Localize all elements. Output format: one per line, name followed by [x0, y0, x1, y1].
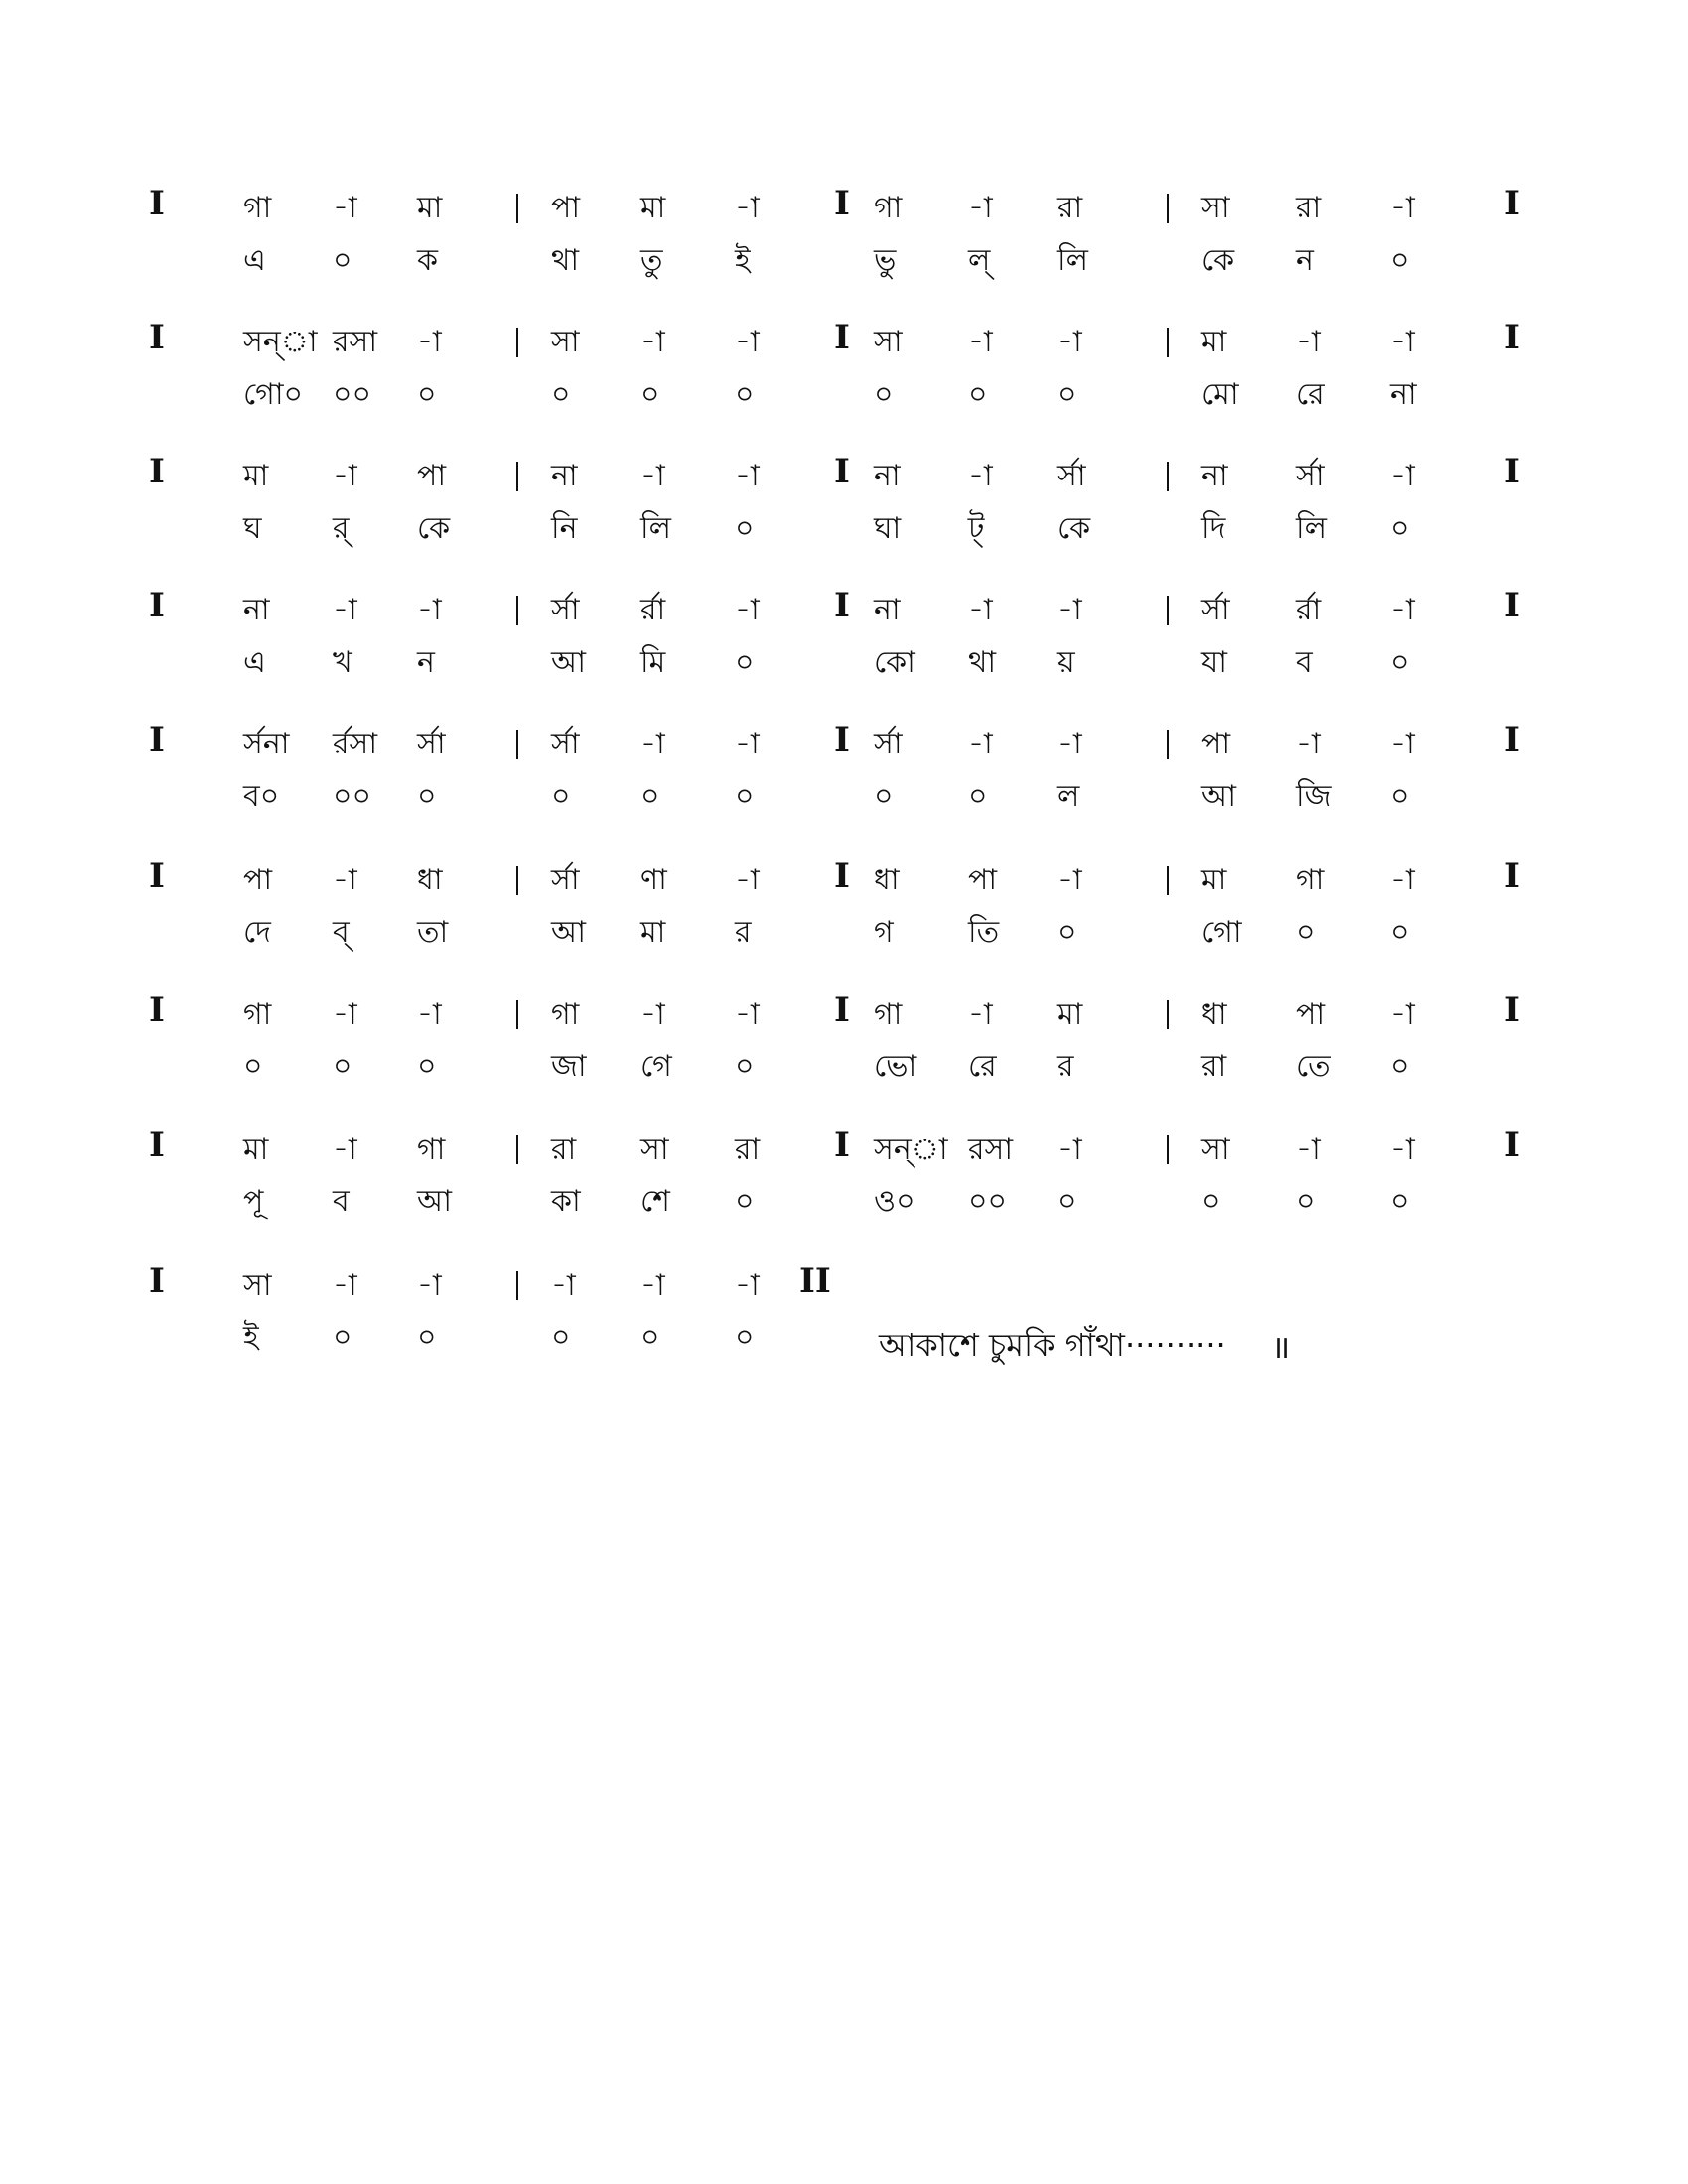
lyric-cell: ০	[1390, 1184, 1410, 1219]
note-cell: -া	[1390, 863, 1415, 897]
note-cell: রা	[735, 1132, 761, 1166]
lyric-cell: ল	[1057, 779, 1080, 814]
note-cell: -া	[735, 325, 760, 359]
footer-end-mark: ॥	[1271, 1328, 1291, 1366]
lyric-cell: ০	[1201, 1184, 1221, 1219]
note-cell: পা	[1201, 727, 1231, 761]
lyric-cell: কো	[874, 645, 915, 680]
note-cell: র্রসা	[333, 727, 378, 761]
note-cell: -া	[417, 1268, 442, 1302]
note-cell: রসা	[968, 1132, 1014, 1166]
lyric-cell: ঘ	[243, 511, 262, 546]
note-cell: সা	[1201, 191, 1230, 225]
note-cell: -া	[968, 997, 993, 1031]
lyric-cell: ০	[874, 377, 894, 412]
notation-row	[149, 1261, 1539, 1390]
note-cell: গা	[243, 997, 272, 1031]
footer-text: আকাশে চুমকি গাঁথা··········	[879, 1326, 1226, 1364]
note-cell: -া	[640, 1268, 665, 1302]
note-cell: সা	[243, 1268, 272, 1302]
beat-separator	[516, 866, 518, 895]
note-cell: সা	[640, 1132, 669, 1166]
note-cell: -া	[551, 1268, 576, 1302]
lyric-cell: ন	[417, 645, 435, 680]
note-cell: -া	[1390, 997, 1415, 1031]
bar-line-mid: I	[834, 452, 850, 491]
lyric-cell: ০	[1390, 511, 1410, 546]
lyric-cell: ভো	[874, 1049, 917, 1084]
note-cell: গা	[551, 997, 580, 1031]
beat-separator	[1167, 596, 1169, 625]
note-cell: -া	[1390, 727, 1415, 761]
note-cell: -া	[333, 997, 357, 1031]
lyric-cell: র্	[333, 511, 350, 546]
note-cell: র্সা	[417, 727, 446, 761]
note-cell: -া	[333, 1268, 357, 1302]
note-cell: ধা	[417, 863, 443, 897]
note-cell: -া	[1390, 1132, 1415, 1166]
lyric-cell: ০	[640, 377, 660, 412]
lyric-cell: ০	[1390, 1049, 1410, 1084]
note-cell: মা	[243, 1132, 269, 1166]
beat-separator	[1167, 1135, 1169, 1164]
note-cell: -া	[735, 997, 760, 1031]
note-cell: -া	[735, 459, 760, 493]
lyric-cell: ভু	[874, 243, 897, 278]
bar-line-start: I	[149, 856, 165, 895]
note-cell: র্রা	[640, 593, 666, 627]
note-cell: -া	[1296, 727, 1321, 761]
lyric-cell: ০	[1390, 645, 1410, 680]
lyric-cell: ০	[417, 1049, 437, 1084]
lyric-cell: গে	[640, 1049, 672, 1084]
note-cell: -া	[417, 593, 442, 627]
note-cell: মা	[640, 191, 666, 225]
note-cell: -া	[417, 997, 442, 1031]
lyric-cell: ০	[640, 1320, 660, 1355]
note-cell: -া	[333, 863, 357, 897]
lyric-cell: লি	[1057, 243, 1088, 278]
lyric-cell: দে	[243, 915, 271, 950]
note-cell: না	[243, 593, 270, 627]
lyric-cell: রে	[1296, 377, 1325, 412]
bar-line-end: I	[1504, 720, 1520, 759]
note-cell: -া	[1057, 863, 1082, 897]
note-cell: -া	[333, 191, 357, 225]
lyric-cell: ব	[1296, 645, 1313, 680]
note-cell: মা	[1201, 325, 1227, 359]
bar-line-mid: I	[834, 856, 850, 895]
beat-separator	[1167, 462, 1169, 491]
lyric-cell: থা	[551, 243, 580, 278]
note-cell: পা	[1296, 997, 1326, 1031]
bar-line-mid: I	[834, 586, 850, 625]
note-cell: না	[551, 459, 578, 493]
bar-line-mid: I	[834, 184, 850, 223]
lyric-cell: রা	[1201, 1049, 1227, 1084]
note-cell: -া	[1057, 1132, 1082, 1166]
note-cell: -া	[968, 727, 993, 761]
lyric-cell: থা	[968, 645, 997, 680]
bar-line-start: I	[149, 318, 165, 357]
note-cell: -া	[1057, 325, 1082, 359]
lyric-cell: না	[1390, 377, 1417, 412]
lyric-cell: কে	[1201, 243, 1235, 278]
lyric-cell: ০	[1390, 915, 1410, 950]
beat-separator	[516, 462, 518, 491]
lyric-cell: ক	[417, 243, 438, 278]
lyric-cell: ০	[417, 377, 437, 412]
lyric-cell: ০	[1296, 915, 1316, 950]
note-cell: -া	[333, 459, 357, 493]
note-cell: র্রা	[1296, 593, 1322, 627]
lyric-cell: এ	[243, 243, 266, 278]
note-cell: -া	[333, 1132, 357, 1166]
lyric-cell: ব্	[333, 915, 350, 950]
lyric-cell: নি	[551, 511, 578, 546]
lyric-cell: লি	[1296, 511, 1327, 546]
lyric-cell: ০	[735, 645, 755, 680]
note-cell: র্সা	[551, 727, 580, 761]
bar-line-end: I	[1504, 990, 1520, 1029]
bar-line-end: I	[1504, 856, 1520, 895]
note-cell: -া	[640, 997, 665, 1031]
note-cell: গা	[417, 1132, 446, 1166]
note-cell: -া	[735, 1268, 760, 1302]
note-cell: -া	[735, 191, 760, 225]
beat-separator	[1167, 328, 1169, 357]
note-cell: -া	[968, 191, 993, 225]
note-cell: গা	[243, 191, 272, 225]
lyric-cell: ০	[735, 511, 755, 546]
note-cell: রা	[1296, 191, 1322, 225]
note-cell: না	[874, 593, 901, 627]
lyric-cell: গো০	[243, 377, 304, 412]
note-cell: -া	[735, 593, 760, 627]
lyric-cell: ০	[968, 779, 988, 814]
lyric-cell: শে	[640, 1184, 670, 1219]
note-cell: সা	[551, 325, 580, 359]
lyric-cell: আ	[1201, 779, 1236, 814]
note-cell: র্সা	[1201, 593, 1230, 627]
bar-line-start: I	[149, 586, 165, 625]
lyric-cell: ০	[551, 779, 571, 814]
note-cell: পা	[968, 863, 998, 897]
lyric-cell: ব	[333, 1184, 350, 1219]
note-cell: ধা	[874, 863, 900, 897]
beat-separator	[516, 1271, 518, 1300]
bar-line-start: I	[149, 990, 165, 1029]
lyric-cell: ই	[735, 243, 751, 278]
lyric-cell: ০	[874, 779, 894, 814]
lyric-cell: ০	[243, 1049, 263, 1084]
lyric-cell: ০	[551, 1320, 571, 1355]
note-cell: সা	[874, 325, 903, 359]
lyric-cell: পূ	[243, 1184, 264, 1219]
bar-line-mid: I	[834, 990, 850, 1029]
note-cell: -া	[1390, 459, 1415, 493]
note-cell: র্সা	[551, 593, 580, 627]
note-cell: মা	[417, 191, 443, 225]
note-cell: -া	[417, 325, 442, 359]
bar-line-mid: I	[834, 720, 850, 759]
note-cell: র্সনা	[243, 727, 290, 761]
lyric-cell: তা	[417, 915, 449, 950]
bar-line-start: I	[149, 184, 165, 223]
note-cell: সা	[1201, 1132, 1230, 1166]
final-bar-line: II	[799, 1261, 831, 1300]
note-cell: র্সা	[1057, 459, 1086, 493]
bar-line-end: I	[1504, 586, 1520, 625]
note-cell: -া	[640, 325, 665, 359]
note-cell: র্সা	[874, 727, 903, 761]
beat-separator	[1167, 730, 1169, 759]
note-cell: রা	[1057, 191, 1083, 225]
note-cell: র্সা	[1296, 459, 1325, 493]
bar-line-end: I	[1504, 452, 1520, 491]
note-cell: রসা	[333, 325, 378, 359]
lyric-cell: ০	[417, 779, 437, 814]
lyric-cell: গো	[1201, 915, 1242, 950]
bar-line-mid: I	[834, 1125, 850, 1164]
beat-separator	[516, 730, 518, 759]
note-cell: -া	[1296, 1132, 1321, 1166]
note-cell: -া	[968, 459, 993, 493]
note-cell: পা	[417, 459, 447, 493]
lyric-cell: র	[1057, 1049, 1074, 1084]
note-cell: ণা	[640, 863, 667, 897]
bar-line-start: I	[149, 1261, 165, 1300]
note-cell: -া	[968, 593, 993, 627]
note-cell: -া	[735, 863, 760, 897]
lyric-cell: ০	[968, 377, 988, 412]
note-cell: -া	[1057, 727, 1082, 761]
lyric-cell: ০	[1057, 915, 1077, 950]
note-cell: -া	[640, 459, 665, 493]
note-cell: -া	[1390, 593, 1415, 627]
lyric-cell: মা	[640, 915, 666, 950]
bar-line-mid: I	[834, 318, 850, 357]
lyric-cell: মো	[1201, 377, 1239, 412]
note-cell: পা	[551, 191, 581, 225]
beat-separator	[516, 194, 518, 223]
bar-line-start: I	[149, 1125, 165, 1164]
lyric-cell: ন	[1296, 243, 1314, 278]
lyric-cell: ০০	[968, 1184, 1008, 1219]
note-cell: গা	[1296, 863, 1325, 897]
lyric-cell: ০	[333, 243, 352, 278]
note-cell: -া	[1390, 325, 1415, 359]
note-cell: মা	[1057, 997, 1083, 1031]
lyric-cell: য়	[1057, 645, 1075, 680]
lyric-cell: ঘা	[874, 511, 902, 546]
note-cell: গা	[874, 997, 903, 1031]
lyric-cell: ০০	[333, 377, 372, 412]
bar-line-end: I	[1504, 184, 1520, 223]
notation-row	[149, 1125, 1539, 1254]
notation-row	[149, 318, 1539, 447]
lyric-cell: খ	[333, 645, 352, 680]
bar-line-start: I	[149, 720, 165, 759]
note-cell: -া	[735, 727, 760, 761]
beat-separator	[516, 1000, 518, 1029]
lyric-cell: দি	[1201, 511, 1226, 546]
lyric-cell: ব০	[243, 779, 280, 814]
lyric-cell: তে	[1296, 1049, 1331, 1084]
beat-separator	[516, 596, 518, 625]
note-cell: পা	[243, 863, 273, 897]
lyric-cell: আ	[551, 915, 586, 950]
notation-row	[149, 184, 1539, 313]
lyric-cell: আ	[417, 1184, 452, 1219]
lyric-cell: রে	[968, 1049, 997, 1084]
beat-separator	[516, 1135, 518, 1164]
note-cell: র্সা	[551, 863, 580, 897]
note-cell: না	[874, 459, 901, 493]
bar-line-end: I	[1504, 318, 1520, 357]
note-cell: সন্‌া	[874, 1132, 948, 1166]
lyric-cell: লি	[640, 511, 671, 546]
lyric-cell: ০	[640, 779, 660, 814]
lyric-cell: ০	[735, 779, 755, 814]
lyric-cell: গ	[874, 915, 894, 950]
lyric-cell: ০	[1057, 377, 1077, 412]
lyric-cell: ০	[1390, 243, 1410, 278]
notation-row	[149, 452, 1539, 581]
lyric-cell: ০	[551, 377, 571, 412]
lyric-cell: ০	[1390, 779, 1410, 814]
lyric-cell: যা	[1201, 645, 1227, 680]
lyric-cell: ০	[1057, 1184, 1077, 1219]
lyric-cell: জা	[551, 1049, 587, 1084]
beat-separator	[1167, 194, 1169, 223]
lyric-cell: ট্	[968, 511, 985, 546]
note-cell: রা	[551, 1132, 577, 1166]
note-cell: -া	[968, 325, 993, 359]
lyric-cell: ০	[333, 1049, 352, 1084]
notation-row	[149, 720, 1539, 849]
lyric-cell: মি	[640, 645, 666, 680]
lyric-cell: কে	[417, 511, 451, 546]
lyric-cell: তি	[968, 915, 1000, 950]
beat-separator	[1167, 1000, 1169, 1029]
lyric-cell: তু	[640, 243, 663, 278]
lyric-cell: ল্	[968, 243, 991, 278]
lyric-cell: জি	[1296, 779, 1332, 814]
lyric-cell: ই	[243, 1320, 259, 1355]
lyric-cell: ০০	[333, 779, 372, 814]
beat-separator	[1167, 866, 1169, 895]
lyric-cell: কে	[1057, 511, 1091, 546]
lyric-cell: ০	[735, 1320, 755, 1355]
lyric-cell: ০	[735, 1049, 755, 1084]
bar-line-start: I	[149, 452, 165, 491]
notation-row	[149, 990, 1539, 1119]
note-cell: মা	[243, 459, 269, 493]
note-cell: -া	[333, 593, 357, 627]
lyric-cell: কা	[551, 1184, 581, 1219]
lyric-cell: ০	[417, 1320, 437, 1355]
note-cell: না	[1201, 459, 1228, 493]
lyric-cell: ও০	[874, 1184, 915, 1219]
beat-separator	[516, 328, 518, 357]
note-cell: মা	[1201, 863, 1227, 897]
bar-line-end: I	[1504, 1125, 1520, 1164]
note-cell: সন্‌া	[243, 325, 318, 359]
note-cell: -া	[1296, 325, 1321, 359]
note-cell: -া	[1390, 191, 1415, 225]
notation-row	[149, 856, 1539, 985]
note-cell: -া	[640, 727, 665, 761]
note-cell: গা	[874, 191, 903, 225]
notation-row	[149, 586, 1539, 715]
lyric-cell: এ	[243, 645, 266, 680]
note-cell: ধা	[1201, 997, 1227, 1031]
note-cell: -া	[1057, 593, 1082, 627]
lyric-cell: র	[735, 915, 752, 950]
lyric-cell: ০	[333, 1320, 352, 1355]
lyric-cell: ০	[1296, 1184, 1316, 1219]
lyric-cell: আ	[551, 645, 586, 680]
lyric-cell: ০	[735, 377, 755, 412]
lyric-cell: ০	[735, 1184, 755, 1219]
